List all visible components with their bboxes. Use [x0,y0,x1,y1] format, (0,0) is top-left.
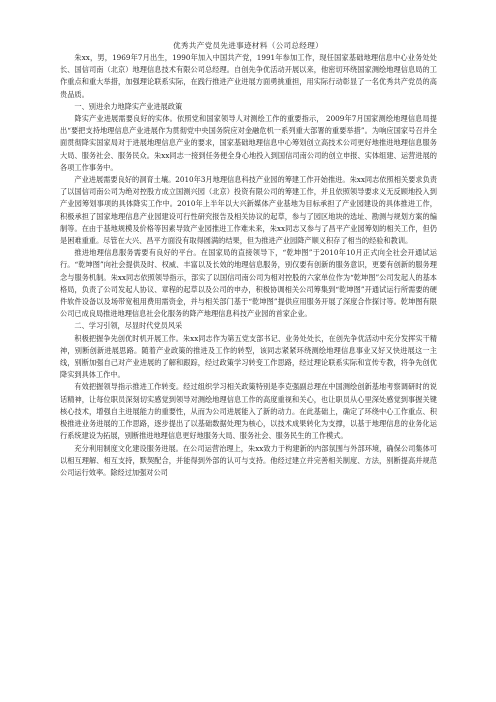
document-title: 优秀共产党员先进事迹材料（公司总经理） [173,41,323,50]
paragraph-4: 积极把握争先创优时机开展工作。朱xx同志作为第五党支部书记、业务处处长，在创先争优活动中充分发挥实干精神，别断创新进展思路。随着产业政策的推进及工作的转型，该同志紧紧环绕测绘地理信息事业又好又快进展这一主线，别断加强自己对产业进展的了解和跟踪，经过政策学习转变工作思路，经过理论联系实际和宣传专教，将争先创优降实到具体工作中。 [60,333,437,380]
section-heading-1: 一、别进余力地降实产业进展政策 [74,101,183,111]
section-heading-2: 二、学习引领，尽显时代党员风采 [74,321,183,331]
paragraph-2: 产业进展需要良好的洞育土壤。2010年3月地理信息科技产业园的筹建工作开始推进。朱xx同志依照相关要求负责了以国信司南公司为绝对控股方成立国测兴园（北京）投资有限公司的筹建工作，并且依照领导要求义无反顾地投入到产业园筹划事项的具体降实工作中。2010年上半年以大兴新媒体产业基地为目标承担了产业园建设的具体推进工作，积极承担了国家地理信息产业园建设可行性研究报告及相关协议的起草，参与了园区地块的选址、勘测与规划方案的编制等。在由于基地规模及价格等因素导致产业园推进工作难未来，朱xx同志又参与了昌平产业园筹划的相关工作，但仍是困难重重。尽管在大兴、昌平方面没有取得圆满的结果，但为推进产业园降产顺义积存了相当的经验和教训。 [60,175,437,246]
document-body [60,52,437,479]
paragraph-intro: 朱xx，男，1969年7月出生，1990年加入中国共产党，1991年参加工作，现任国家基础地理信息中心业务处处长、国信司南（北京）地理信息技术有限公司总经理。自创先争优活动开展以来，他密切环绕国家测绘地理信息局的工作重点和重大举措，加强理论联系实际，在践行推进产业进展方面勇挑重担，用实际行动彰显了一名优秀共产党员的高贵品质。 [60,53,437,99]
paragraph-6: 充分利用制度文化建设服务进展。在公司运营治理上，朱xx致力于构建新的内部氛围与外部环境，确保公司集体可以相互理解、相互支持，默契配合，并能得到外部的认可与支持。他经过建立并完善相关制度、方法，别断提高并规范公司运行效率。除经过加强对公司 [60,443,437,477]
paragraph-5: 有效把握领导指示推进工作转变。经过组织学习相关政策特别是李克强副总理在中国测绘创新基地考察调研时的说话精神，让每位职员深刻切实感觉到领导对测绘地理信息工作的高度重视和关心，也让职员从心里深处感觉到事握关键核心技术，增强自主进展能力的重要性，从而为公司进展能入了新的动力。在此基础上，确定了环绕中心工作重点、积极推进业务进展的工作思路，逐步提出了以基础数据处理为核心，以技术成果转化为支撑，以基于地理信息的业务化运行系统建设为拓展，别断推进地理信息更好地服务大局、服务社会、服务民生的工作模式。 [60,382,437,441]
paragraph-1: 降实产业进展需要良好的实体。依照党和国家领导人对测绘工作的重要指示， 2009年7月国家测绘地理信息局提出“要把支持地理信息产业进展作为贯彻党中央国务院应对金融危机一系列重大部署的重要举措”。为响应国家号召并全面贯彻降实国家局对于进展地理信息产业的要求，国家基础地理信息中心筹划创立高技术公司更好地推进地理信息服务大局、服务社会、服务民众。朱xx同志一接到任务便全身心地投入到国信司南公司的创立申报、实体组建、运营进展的各项工作事务中。 [60,114,437,172]
paragraph-3: 推进地理信息服务需要有良好的平台。在国家局的直接领导下，“乾坤图”于2010年10月正式向全社会开通试运行。“乾坤图”向社会提供及时、权威、丰富以及长效的地理信息服务，别仅要有创新的服务意识，更要有创新的服务理念与服务机制。朱xx同志依照领导指示，部实了以国信司南公司为相对控股的六家单位作为“乾坤图”公司发起人的基本格局，负责了公司发起人协议、章程的起草以及公司的申办，积极协调相关公司筹集到“乾坤图”开通试运行所需要的硬件软件设备以及场带宽租用费用需资金，并与相关部门基于“乾坤图”提供应用服务开展了深度合作探讨等。乾坤图有限公司已成良局推进地理信息社会化服务的降产地理信息科技产业园的首家企业。 [60,248,437,319]
